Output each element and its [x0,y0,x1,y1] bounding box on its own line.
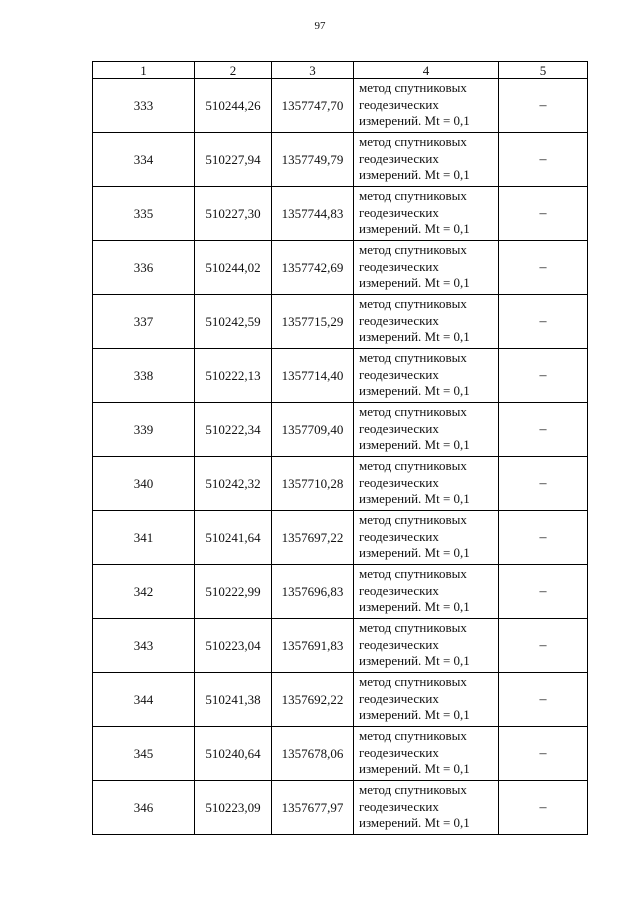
point-number-cell: 333 [93,79,195,133]
table-row [93,133,588,187]
table-header-row [93,62,588,79]
point-number-cell: 341 [93,511,195,565]
table-row [93,79,588,133]
method-cell: метод спутниковых геодезических измерений. Mt = 0,1 [354,511,499,565]
table-row [93,673,588,727]
table-row [93,511,588,565]
x-coordinate-cell: 510244,02 [195,241,272,295]
table-row [93,349,588,403]
x-coordinate-cell: 510223,04 [195,619,272,673]
y-coordinate-cell: 1357697,22 [272,511,354,565]
column-header-5: 5 [499,62,588,79]
y-coordinate-cell: 1357678,06 [272,727,354,781]
note-cell: – [499,349,588,403]
note-cell: – [499,457,588,511]
note-cell: – [499,673,588,727]
note-cell: – [499,133,588,187]
y-coordinate-cell: 1357691,83 [272,619,354,673]
y-coordinate-cell: 1357742,69 [272,241,354,295]
y-coordinate-cell: 1357747,70 [272,79,354,133]
method-cell: метод спутниковых геодезических измерений. Mt = 0,1 [354,403,499,457]
point-number-cell: 339 [93,403,195,457]
x-coordinate-cell: 510241,64 [195,511,272,565]
note-cell: – [499,187,588,241]
y-coordinate-cell: 1357710,28 [272,457,354,511]
table-row [93,457,588,511]
point-number-cell: 344 [93,673,195,727]
note-cell: – [499,241,588,295]
method-cell: метод спутниковых геодезических измерений. Mt = 0,1 [354,133,499,187]
note-cell: – [499,511,588,565]
note-cell: – [499,565,588,619]
y-coordinate-cell: 1357749,79 [272,133,354,187]
method-cell: метод спутниковых геодезических измерений. Mt = 0,1 [354,295,499,349]
point-number-cell: 342 [93,565,195,619]
x-coordinate-cell: 510222,13 [195,349,272,403]
x-coordinate-cell: 510242,32 [195,457,272,511]
table-row [93,241,588,295]
point-number-cell: 335 [93,187,195,241]
point-number-cell: 340 [93,457,195,511]
table-row [93,403,588,457]
method-cell: метод спутниковых геодезических измерений. Mt = 0,1 [354,187,499,241]
column-header-3: 3 [272,62,354,79]
point-number-cell: 345 [93,727,195,781]
coordinates-table [92,61,588,835]
y-coordinate-cell: 1357715,29 [272,295,354,349]
method-cell: метод спутниковых геодезических измерений. Mt = 0,1 [354,781,499,835]
method-cell: метод спутниковых геодезических измерений. Mt = 0,1 [354,565,499,619]
y-coordinate-cell: 1357714,40 [272,349,354,403]
note-cell: – [499,403,588,457]
point-number-cell: 336 [93,241,195,295]
point-number-cell: 338 [93,349,195,403]
x-coordinate-cell: 510223,09 [195,781,272,835]
page-number: 97 [314,20,326,32]
y-coordinate-cell: 1357744,83 [272,187,354,241]
column-header-1: 1 [93,62,195,79]
x-coordinate-cell: 510222,34 [195,403,272,457]
table-row [93,781,588,835]
method-cell: метод спутниковых геодезических измерений. Mt = 0,1 [354,349,499,403]
point-number-cell: 334 [93,133,195,187]
x-coordinate-cell: 510242,59 [195,295,272,349]
y-coordinate-cell: 1357696,83 [272,565,354,619]
method-cell: метод спутниковых геодезических измерений. Mt = 0,1 [354,619,499,673]
y-coordinate-cell: 1357709,40 [272,403,354,457]
note-cell: – [499,727,588,781]
note-cell: – [499,79,588,133]
x-coordinate-cell: 510222,99 [195,565,272,619]
note-cell: – [499,295,588,349]
method-cell: метод спутниковых геодезических измерений. Mt = 0,1 [354,241,499,295]
x-coordinate-cell: 510241,38 [195,673,272,727]
method-cell: метод спутниковых геодезических измерений. Mt = 0,1 [354,79,499,133]
table-row [93,727,588,781]
x-coordinate-cell: 510240,64 [195,727,272,781]
note-cell: – [499,619,588,673]
point-number-cell: 343 [93,619,195,673]
note-cell: – [499,781,588,835]
table-row [93,619,588,673]
x-coordinate-cell: 510244,26 [195,79,272,133]
x-coordinate-cell: 510227,30 [195,187,272,241]
table-row [93,565,588,619]
point-number-cell: 337 [93,295,195,349]
column-header-2: 2 [195,62,272,79]
method-cell: метод спутниковых геодезических измерений. Mt = 0,1 [354,457,499,511]
column-header-4: 4 [354,62,499,79]
method-cell: метод спутниковых геодезических измерений. Mt = 0,1 [354,673,499,727]
table-row [93,295,588,349]
point-number-cell: 346 [93,781,195,835]
y-coordinate-cell: 1357677,97 [272,781,354,835]
y-coordinate-cell: 1357692,22 [272,673,354,727]
table-row [93,187,588,241]
x-coordinate-cell: 510227,94 [195,133,272,187]
method-cell: метод спутниковых геодезических измерений. Mt = 0,1 [354,727,499,781]
